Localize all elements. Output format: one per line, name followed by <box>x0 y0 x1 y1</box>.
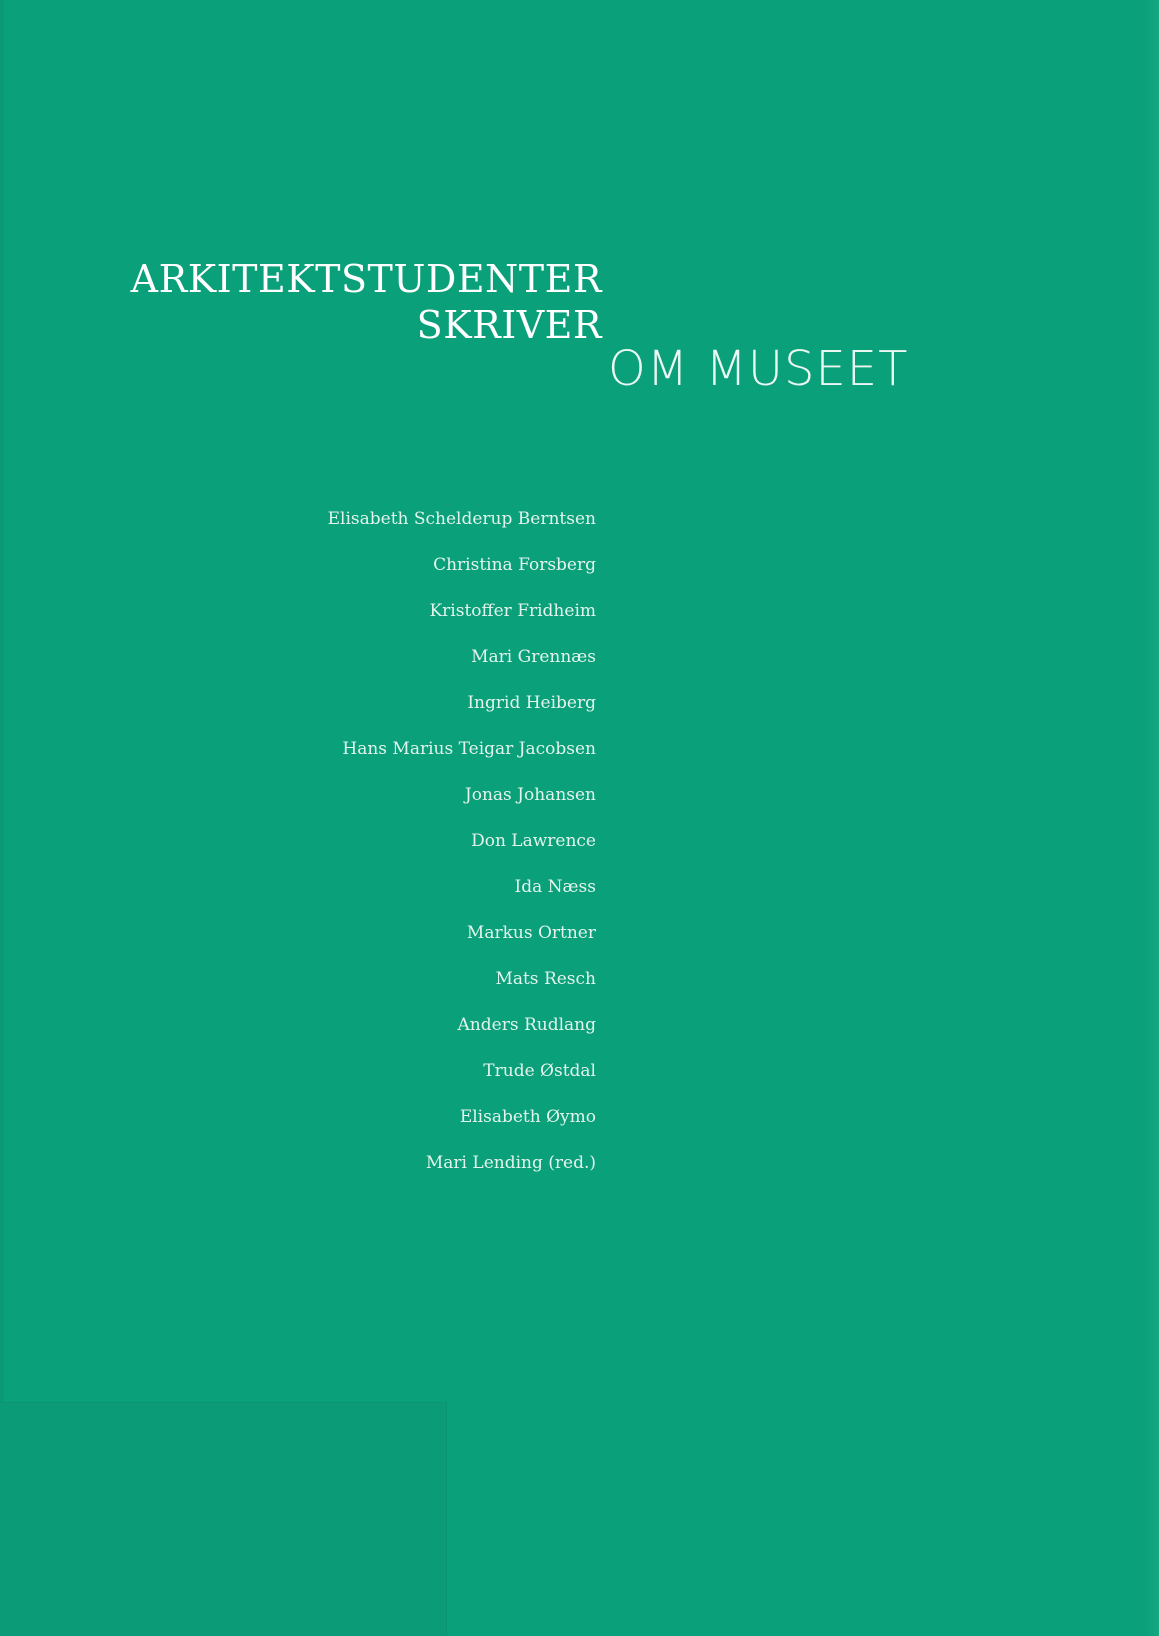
author-name: Markus Ortner <box>466 923 596 943</box>
author-name: Elisabeth Schelderup Berntsen <box>327 509 596 529</box>
author-name: Christina Forsberg <box>433 555 596 575</box>
subtitle: OM MUSEET <box>608 341 909 397</box>
author-name: Anders Rudlang <box>457 1015 596 1035</box>
author-name: Jonas Johansen <box>464 785 596 805</box>
author-name: Mari Grennæs <box>471 647 596 667</box>
title-line-1: ARKITEKTSTUDENTER <box>130 257 602 301</box>
author-name: Mats Resch <box>495 969 596 989</box>
author-list <box>328 508 596 1198</box>
editor-name: Mari Lending (red.) <box>425 1153 596 1173</box>
cover-right-edge <box>1141 0 1159 1636</box>
author-name: Trude Østdal <box>483 1061 596 1081</box>
cover-left-edge <box>0 0 4 1636</box>
label-sticker <box>0 1402 447 1636</box>
author-name: Hans Marius Teigar Jacobsen <box>342 739 596 759</box>
author-name: Ingrid Heiberg <box>467 693 596 713</box>
author-name: Don Lawrence <box>471 831 596 851</box>
title-line-2: SKRIVER <box>416 303 602 347</box>
author-name: Kristoffer Fridheim <box>429 601 596 621</box>
author-name: Elisabeth Øymo <box>459 1107 596 1127</box>
author-name: Ida Næss <box>514 877 596 897</box>
